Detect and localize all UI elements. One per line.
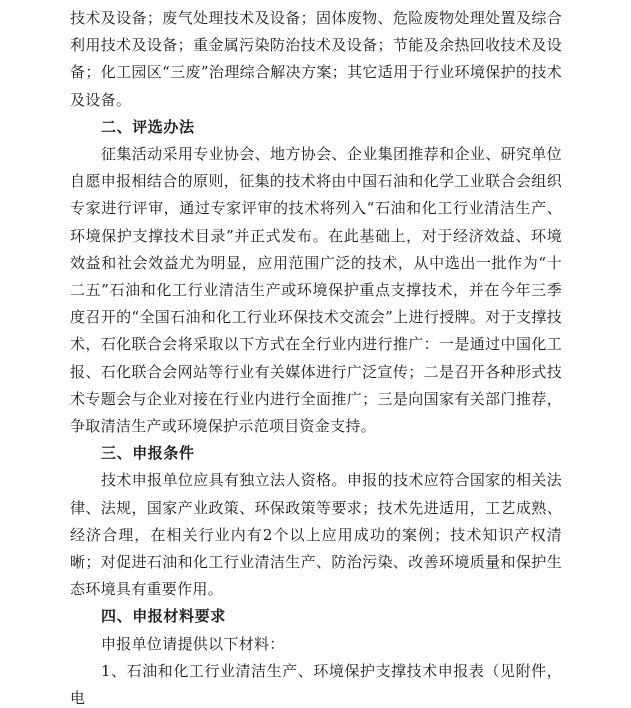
- intro-continuation-paragraph: 技术及设备；废气处理技术及设备；固体废物、危险废物处理处置及综合利用技术及设备；重金属污染防治技术及设备；节能及余热回收技术及设备；化工园区“三废”治理综合解决方案；其它适用于行业环境保护的技术及设备。: [70, 9, 562, 109]
- section-heading-evaluation-method: 二、评选办法: [101, 117, 195, 136]
- application-materials-intro: 申报单位请提供以下材料：: [101, 634, 285, 653]
- section-heading-application-materials: 四、申报材料要求: [101, 607, 226, 626]
- evaluation-method-paragraph: 征集活动采用专业协会、地方协会、企业集团推荐和企业、研究单位自愿申报相结合的原则，征集的技术将由中国石油和化学工业联合会组织专家进行评审，通过专家评审的技术将列入“石油和化工行业清洁生产、环境保护支撑技术目录”并正式发布。在此基础上，对于经济效益、环境效益和社会效益尤为明显，应用范围广泛的技术，从中选出一批作为“十二五”石油和化工行业清洁生产或环境保护重点支撑技术，并在今年三季度召开的“全国石油和化工行业环保技术交流会”上进行授牌。对于支撑技术，石化联合会将采取以下方式在全行业内进行推广：一是通过中国化工报、石化联合会网站等行业有关媒体进行广泛宣传；二是召开各种形式技术专题会与企业对接在行业内进行全面推广；三是向国家有关部门推荐，争取清洁生产或环境保护示范项目资金支持。: [70, 145, 562, 436]
- application-materials-item-1: 1、石油和化工行业清洁生产、环境保护支撑技术申报表（见附件，电: [70, 661, 562, 708]
- document-body: [70, 5, 562, 708]
- section-heading-application-conditions: 三、申报条件: [101, 444, 195, 463]
- application-conditions-paragraph: 技术申报单位应具有独立法人资格。申报的技术应符合国家的相关法律、法规，国家产业政策、环保政策等要求；技术先进适用，工艺成熟、经济合理，在相关行业内有2个以上应用成功的案例；技术知识产权清晰；对促进石油和化工行业清洁生产、防治污染、改善环境质量和保护生态环境具有重要作用。: [70, 471, 562, 599]
